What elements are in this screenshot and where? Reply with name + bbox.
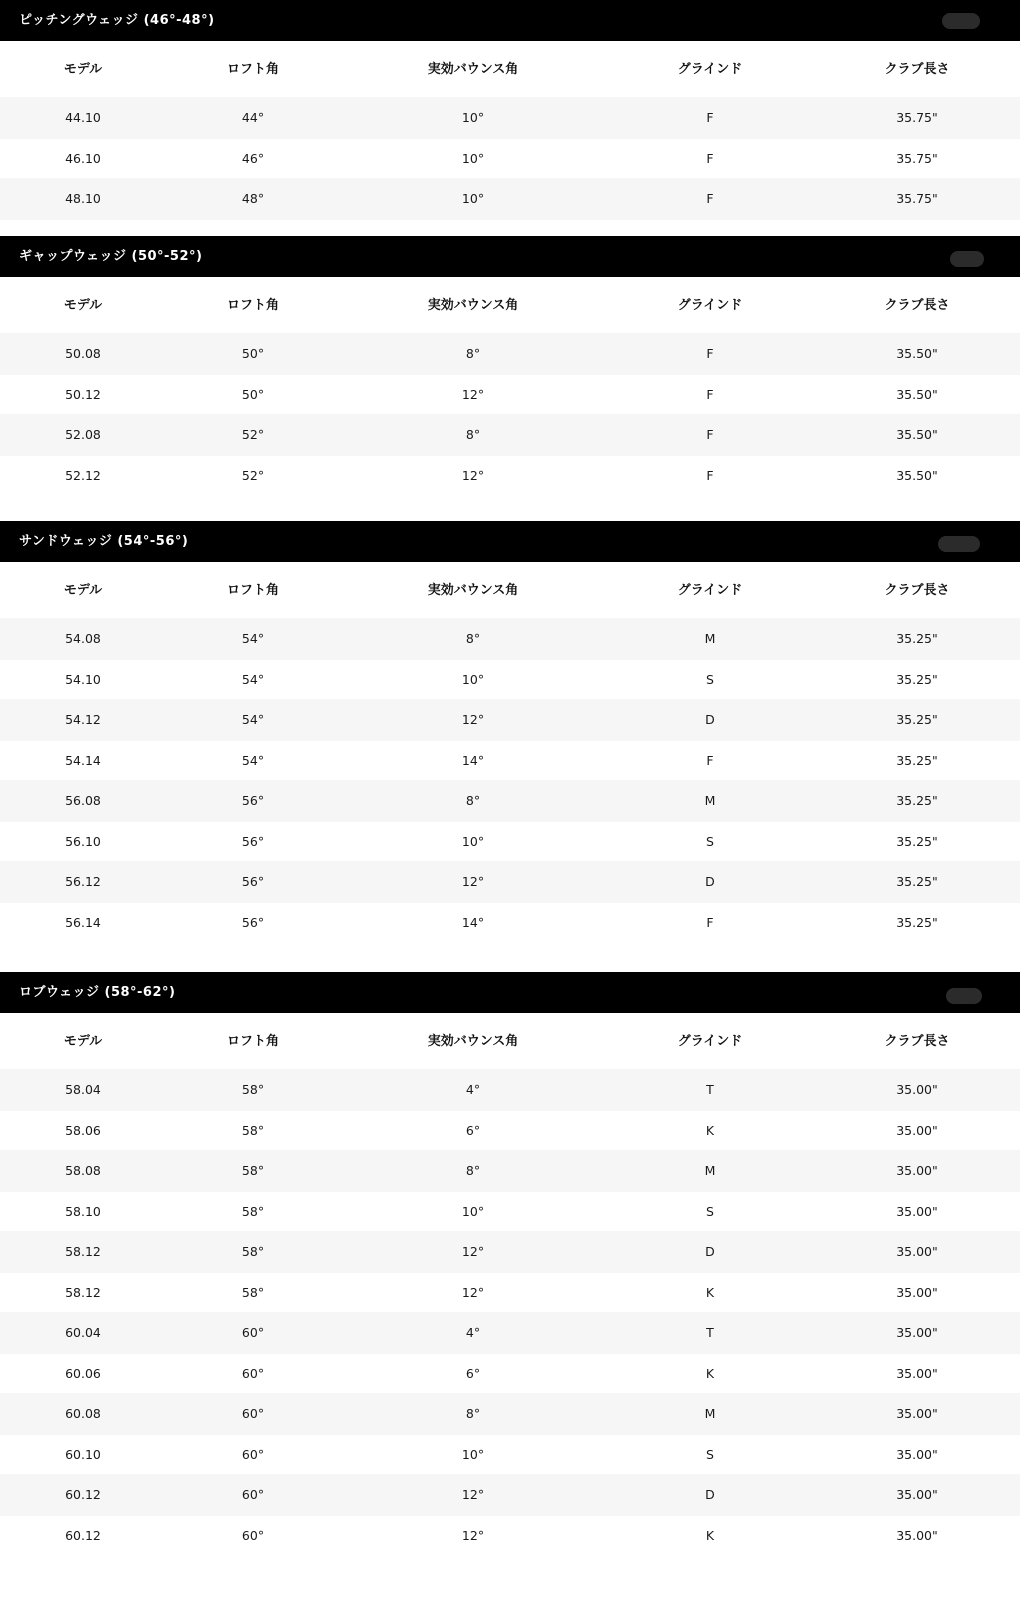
column-header-loft: ロフト角 <box>226 1034 279 1049</box>
cell-grind: S <box>706 671 714 687</box>
cell-length: 35.00" <box>896 1203 938 1219</box>
cell-grind: S <box>706 1446 714 1462</box>
collapse-toggle-icon[interactable] <box>938 536 980 552</box>
table-row <box>0 618 1020 660</box>
table-row <box>0 97 1020 139</box>
section-title: ピッチングウェッジ (46°-48°) <box>19 13 215 28</box>
cell-grind: K <box>705 1365 715 1381</box>
cell-grind: S <box>706 833 714 849</box>
cell-length: 35.25" <box>896 671 938 687</box>
cell-bounce: 10° <box>461 150 485 166</box>
cell-grind: F <box>706 427 714 442</box>
cell-bounce: 12° <box>461 1487 485 1502</box>
cell-model: 56.10 <box>65 833 101 849</box>
cell-model: 54.08 <box>65 631 101 646</box>
cell-length: 35.00" <box>896 1163 938 1178</box>
cell-loft: 48° <box>241 191 265 206</box>
cell-length: 35.00" <box>896 1527 938 1543</box>
cell-model: 60.10 <box>65 1446 101 1462</box>
cell-loft: 60° <box>241 1365 265 1381</box>
cell-length: 35.00" <box>896 1446 938 1462</box>
cell-loft: 60° <box>241 1406 265 1421</box>
column-header-bounce: 実効バウンス角 <box>427 298 519 313</box>
column-header-bounce: 実効バウンス角 <box>427 1034 519 1049</box>
table-header-row <box>0 277 1020 334</box>
table-row <box>0 1272 1020 1314</box>
column-header-model: モデル <box>63 298 103 313</box>
cell-bounce: 12° <box>461 874 485 889</box>
table-row <box>0 414 1020 456</box>
cell-grind: M <box>704 1406 716 1421</box>
table-header-row <box>0 1013 1020 1070</box>
cell-loft: 60° <box>241 1487 265 1502</box>
table-row <box>0 1110 1020 1152</box>
cell-bounce: 8° <box>465 346 481 361</box>
column-header-loft: ロフト角 <box>226 298 279 313</box>
table-row <box>0 1434 1020 1476</box>
cell-grind: T <box>706 1082 714 1097</box>
cell-length: 35.50" <box>896 427 938 442</box>
column-header-model: モデル <box>63 1034 103 1049</box>
cell-model: 54.14 <box>65 752 101 768</box>
cell-bounce: 10° <box>461 833 485 849</box>
collapse-toggle-icon[interactable] <box>946 988 982 1004</box>
cell-length: 35.00" <box>896 1082 938 1097</box>
cell-grind: F <box>706 150 714 166</box>
column-header-model: モデル <box>63 583 103 598</box>
cell-length: 35.25" <box>896 631 938 646</box>
table-row <box>0 1191 1020 1233</box>
cell-length: 35.25" <box>896 712 938 727</box>
cell-loft: 52° <box>241 467 265 483</box>
cell-grind: F <box>706 346 714 361</box>
section-header[interactable] <box>0 521 1020 562</box>
cell-model: 58.04 <box>65 1082 101 1097</box>
cell-bounce: 8° <box>465 631 481 646</box>
cell-model: 60.12 <box>65 1487 101 1502</box>
column-header-length: クラブ長さ <box>884 62 950 77</box>
cell-length: 35.25" <box>896 914 938 930</box>
table-row <box>0 1353 1020 1395</box>
cell-loft: 58° <box>241 1082 265 1097</box>
cell-bounce: 6° <box>465 1365 481 1381</box>
cell-bounce: 8° <box>465 793 481 808</box>
cell-loft: 58° <box>241 1122 265 1138</box>
column-header-loft: ロフト角 <box>226 62 279 77</box>
cell-loft: 50° <box>241 346 265 361</box>
table-row <box>0 861 1020 903</box>
cell-length: 35.00" <box>896 1406 938 1421</box>
collapse-toggle-icon[interactable] <box>942 13 980 29</box>
cell-length: 35.50" <box>896 386 938 402</box>
cell-grind: S <box>706 1203 714 1219</box>
cell-bounce: 12° <box>461 467 485 483</box>
cell-model: 60.06 <box>65 1365 101 1381</box>
cell-model: 60.08 <box>65 1406 101 1421</box>
cell-model: 56.14 <box>65 914 101 930</box>
cell-grind: F <box>706 467 714 483</box>
cell-grind: M <box>704 793 716 808</box>
column-header-length: クラブ長さ <box>884 298 950 313</box>
cell-model: 56.12 <box>65 874 101 889</box>
cell-bounce: 14° <box>461 914 485 930</box>
cell-model: 54.10 <box>65 671 101 687</box>
table-row <box>0 1150 1020 1192</box>
cell-grind: F <box>706 191 714 206</box>
table-row <box>0 138 1020 180</box>
cell-length: 35.25" <box>896 874 938 889</box>
cell-loft: 54° <box>241 752 265 768</box>
cell-grind: M <box>704 631 716 646</box>
cell-grind: D <box>705 1487 715 1502</box>
cell-length: 35.00" <box>896 1325 938 1340</box>
cell-model: 58.12 <box>65 1284 101 1300</box>
cell-length: 35.00" <box>896 1487 938 1502</box>
cell-bounce: 10° <box>461 110 485 125</box>
table-row <box>0 1393 1020 1435</box>
column-header-bounce: 実効バウンス角 <box>427 62 519 77</box>
cell-bounce: 4° <box>465 1082 481 1097</box>
cell-model: 50.08 <box>65 346 101 361</box>
cell-loft: 58° <box>241 1163 265 1178</box>
table-row <box>0 1474 1020 1516</box>
cell-loft: 56° <box>241 914 265 930</box>
cell-grind: D <box>705 874 715 889</box>
cell-loft: 54° <box>241 712 265 727</box>
cell-grind: K <box>705 1284 715 1300</box>
cell-bounce: 10° <box>461 671 485 687</box>
cell-grind: F <box>706 386 714 402</box>
cell-model: 58.08 <box>65 1163 101 1178</box>
cell-bounce: 6° <box>465 1122 481 1138</box>
cell-loft: 58° <box>241 1203 265 1219</box>
cell-model: 58.12 <box>65 1244 101 1259</box>
table-row <box>0 780 1020 822</box>
cell-length: 35.25" <box>896 752 938 768</box>
cell-model: 56.08 <box>65 793 101 808</box>
cell-length: 35.75" <box>896 191 938 206</box>
cell-model: 50.12 <box>65 386 101 402</box>
cell-bounce: 10° <box>461 191 485 206</box>
table-header-row <box>0 562 1020 619</box>
column-header-grind: グラインド <box>677 1034 743 1049</box>
cell-loft: 56° <box>241 833 265 849</box>
cell-bounce: 10° <box>461 1203 485 1219</box>
table-row <box>0 821 1020 863</box>
table-row <box>0 333 1020 375</box>
cell-grind: K <box>705 1527 715 1543</box>
cell-loft: 56° <box>241 793 265 808</box>
section-title: ロブウェッジ (58°-62°) <box>19 985 176 1000</box>
cell-model: 60.12 <box>65 1527 101 1543</box>
cell-length: 35.00" <box>896 1284 938 1300</box>
cell-grind: T <box>706 1325 714 1340</box>
section-header[interactable] <box>0 236 1020 277</box>
table-row <box>0 1231 1020 1273</box>
cell-model: 52.12 <box>65 467 101 483</box>
cell-length: 35.25" <box>896 833 938 849</box>
cell-grind: K <box>705 1122 715 1138</box>
column-header-length: クラブ長さ <box>884 583 950 598</box>
column-header-bounce: 実効バウンス角 <box>427 583 519 598</box>
cell-length: 35.00" <box>896 1244 938 1259</box>
cell-bounce: 12° <box>461 1527 485 1543</box>
table-row <box>0 699 1020 741</box>
cell-grind: D <box>705 712 715 727</box>
table-row <box>0 1312 1020 1354</box>
cell-grind: F <box>706 752 714 768</box>
cell-loft: 54° <box>241 671 265 687</box>
cell-length: 35.25" <box>896 793 938 808</box>
column-header-length: クラブ長さ <box>884 1034 950 1049</box>
cell-loft: 60° <box>241 1446 265 1462</box>
cell-grind: M <box>704 1163 716 1178</box>
cell-bounce: 12° <box>461 712 485 727</box>
table-row <box>0 1069 1020 1111</box>
cell-loft: 52° <box>241 427 265 442</box>
table-row <box>0 659 1020 701</box>
cell-loft: 46° <box>241 150 265 166</box>
cell-bounce: 12° <box>461 386 485 402</box>
cell-grind: F <box>706 914 714 930</box>
cell-loft: 44° <box>241 110 265 125</box>
table-row <box>0 455 1020 497</box>
cell-length: 35.75" <box>896 110 938 125</box>
cell-model: 46.10 <box>65 150 101 166</box>
cell-loft: 50° <box>241 386 265 402</box>
cell-bounce: 4° <box>465 1325 481 1340</box>
cell-grind: D <box>705 1244 715 1259</box>
cell-length: 35.75" <box>896 150 938 166</box>
column-header-model: モデル <box>63 62 103 77</box>
collapse-toggle-icon[interactable] <box>950 251 984 267</box>
cell-bounce: 10° <box>461 1446 485 1462</box>
section-header[interactable] <box>0 0 1020 41</box>
cell-loft: 56° <box>241 874 265 889</box>
cell-length: 35.50" <box>896 467 938 483</box>
cell-loft: 58° <box>241 1284 265 1300</box>
cell-model: 58.06 <box>65 1122 101 1138</box>
cell-model: 54.12 <box>65 712 101 727</box>
cell-length: 35.00" <box>896 1122 938 1138</box>
section-title: ギャップウェッジ (50°-52°) <box>19 249 203 264</box>
table-row <box>0 178 1020 220</box>
table-row <box>0 1515 1020 1557</box>
column-header-grind: グラインド <box>677 62 743 77</box>
cell-loft: 60° <box>241 1527 265 1543</box>
cell-model: 44.10 <box>65 110 101 125</box>
cell-loft: 60° <box>241 1325 265 1340</box>
column-header-loft: ロフト角 <box>226 583 279 598</box>
cell-bounce: 8° <box>465 1406 481 1421</box>
cell-bounce: 8° <box>465 1163 481 1178</box>
cell-bounce: 14° <box>461 752 485 768</box>
table-row <box>0 902 1020 944</box>
cell-model: 48.10 <box>65 191 101 206</box>
column-header-grind: グラインド <box>677 583 743 598</box>
section-header[interactable] <box>0 972 1020 1013</box>
cell-bounce: 8° <box>465 427 481 442</box>
cell-length: 35.50" <box>896 346 938 361</box>
cell-length: 35.00" <box>896 1365 938 1381</box>
cell-bounce: 12° <box>461 1244 485 1259</box>
cell-model: 60.04 <box>65 1325 101 1340</box>
table-row <box>0 740 1020 782</box>
cell-model: 58.10 <box>65 1203 101 1219</box>
cell-loft: 54° <box>241 631 265 646</box>
cell-model: 52.08 <box>65 427 101 442</box>
table-header-row <box>0 41 1020 98</box>
column-header-grind: グラインド <box>677 298 743 313</box>
table-row <box>0 374 1020 416</box>
cell-bounce: 12° <box>461 1284 485 1300</box>
cell-loft: 58° <box>241 1244 265 1259</box>
cell-grind: F <box>706 110 714 125</box>
section-title: サンドウェッジ (54°-56°) <box>19 534 189 549</box>
